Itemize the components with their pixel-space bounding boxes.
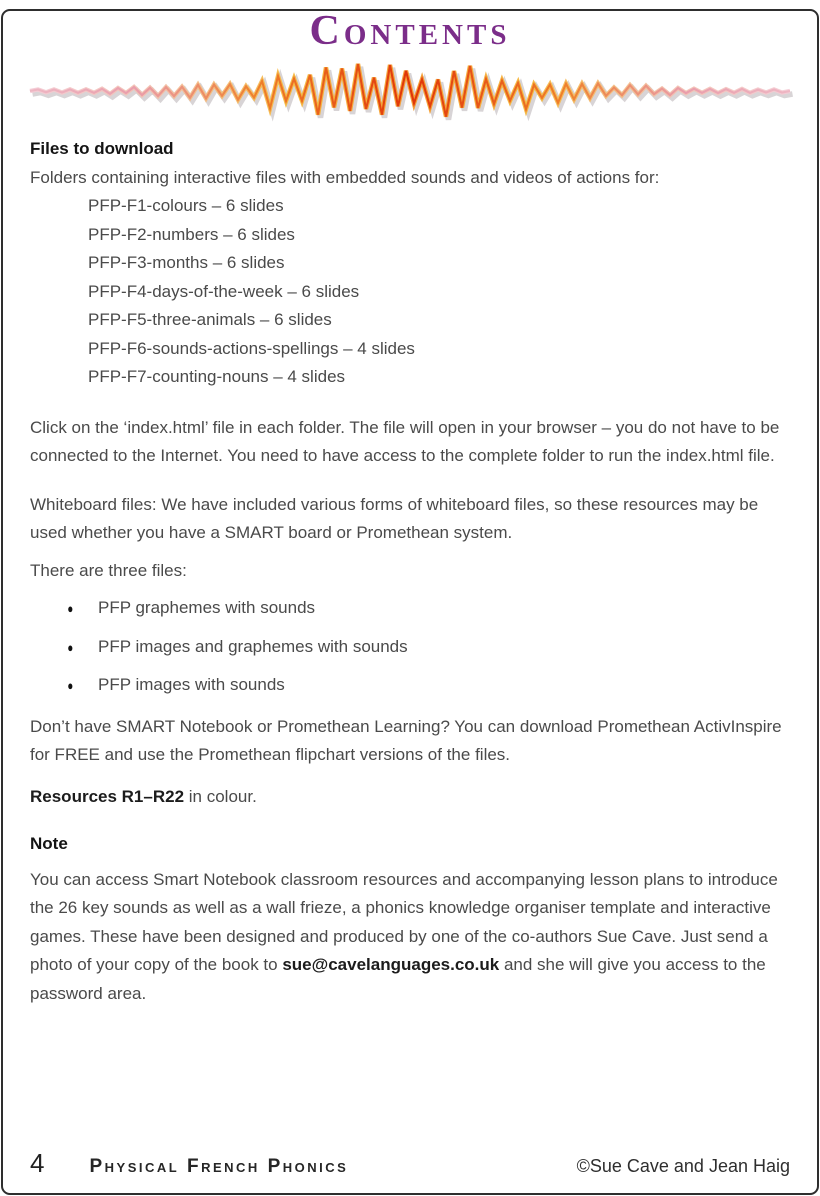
bullet-icon: ● bbox=[67, 639, 74, 655]
list-item-label: PFP images and graphemes with sounds bbox=[98, 636, 408, 656]
list-item: PFP-F7-counting-nouns – 4 slides bbox=[88, 367, 346, 386]
files-intro: Folders containing interactive files with embedded sounds and videos of actions for: bbox=[30, 167, 660, 187]
bullet-icon: ● bbox=[67, 678, 74, 693]
page-content bbox=[0, 135, 820, 1008]
bullet-icon: ● bbox=[67, 601, 74, 616]
list-item: PFP-F5-three-animals – 6 slides bbox=[88, 310, 332, 329]
index-html-paragraph: Click on the ‘index.html’ file in each folder. The file will open in your browser – you do not have to be connected to the Internet. You need to have access to the complete folder to run the index.html file. bbox=[30, 417, 780, 465]
whiteboard-paragraph: Whiteboard files: We have included various forms of whiteboard files, so these resources may be used whether you have a SMART board or Promethean system. bbox=[30, 494, 759, 542]
list-item bbox=[63, 671, 790, 701]
list-item: PFP-F2-numbers – 6 slides bbox=[88, 224, 295, 244]
list-item-label: PFP graphemes with sounds bbox=[98, 598, 316, 617]
list-item: PFP-F3-months – 6 slides bbox=[88, 253, 285, 272]
list-item-label: PFP images with sounds bbox=[98, 675, 285, 694]
list-item: PFP-F1-colours – 6 slides bbox=[88, 196, 284, 215]
page-number: 4 bbox=[30, 1148, 45, 1178]
sound-waveform-graphic bbox=[30, 58, 790, 122]
list-item: PFP-F6-sounds-actions-spellings – 4 slides bbox=[88, 338, 415, 358]
files-heading: Files to download bbox=[30, 139, 174, 158]
contact-email: sue@cavelanguages.co.uk bbox=[282, 955, 500, 974]
download-file-list bbox=[30, 192, 790, 392]
note-text-after: and she will give you access to the password area. bbox=[30, 955, 766, 1003]
book-title: Physical French Phonics bbox=[89, 1156, 349, 1177]
page-footer bbox=[30, 1148, 790, 1178]
list-item bbox=[63, 594, 790, 624]
list-item bbox=[63, 633, 790, 663]
resources-line bbox=[30, 783, 790, 812]
resources-rest: in colour. bbox=[184, 786, 257, 806]
note-heading: Note bbox=[30, 834, 68, 853]
resources-range: Resources R1–R22 bbox=[30, 786, 185, 806]
note-text-before: You can access Smart Notebook classroom resources and accompanying lesson plans to introduce the 26 key sounds as well as a wall frieze, a phonics knowledge organiser template and interactive games. These have been designed and produced by one of the co-authors Sue Cave. Just send a photo of your copy of the book to bbox=[30, 869, 778, 974]
copyright-text: ©Sue Cave and Jean Haig bbox=[576, 1156, 790, 1176]
page-title: Contents bbox=[309, 8, 511, 54]
download-paragraph: Don’t have SMART Notebook or Promethean Learning? You can download Promethean ActivInspire for FREE and use the Promethean flipchart versions of the files. bbox=[30, 716, 782, 764]
note-paragraph bbox=[30, 866, 790, 1009]
whiteboard-files-list bbox=[30, 594, 790, 701]
list-item: PFP-F4-days-of-the-week – 6 slides bbox=[88, 281, 360, 301]
three-files-line: There are three files: bbox=[30, 560, 187, 580]
